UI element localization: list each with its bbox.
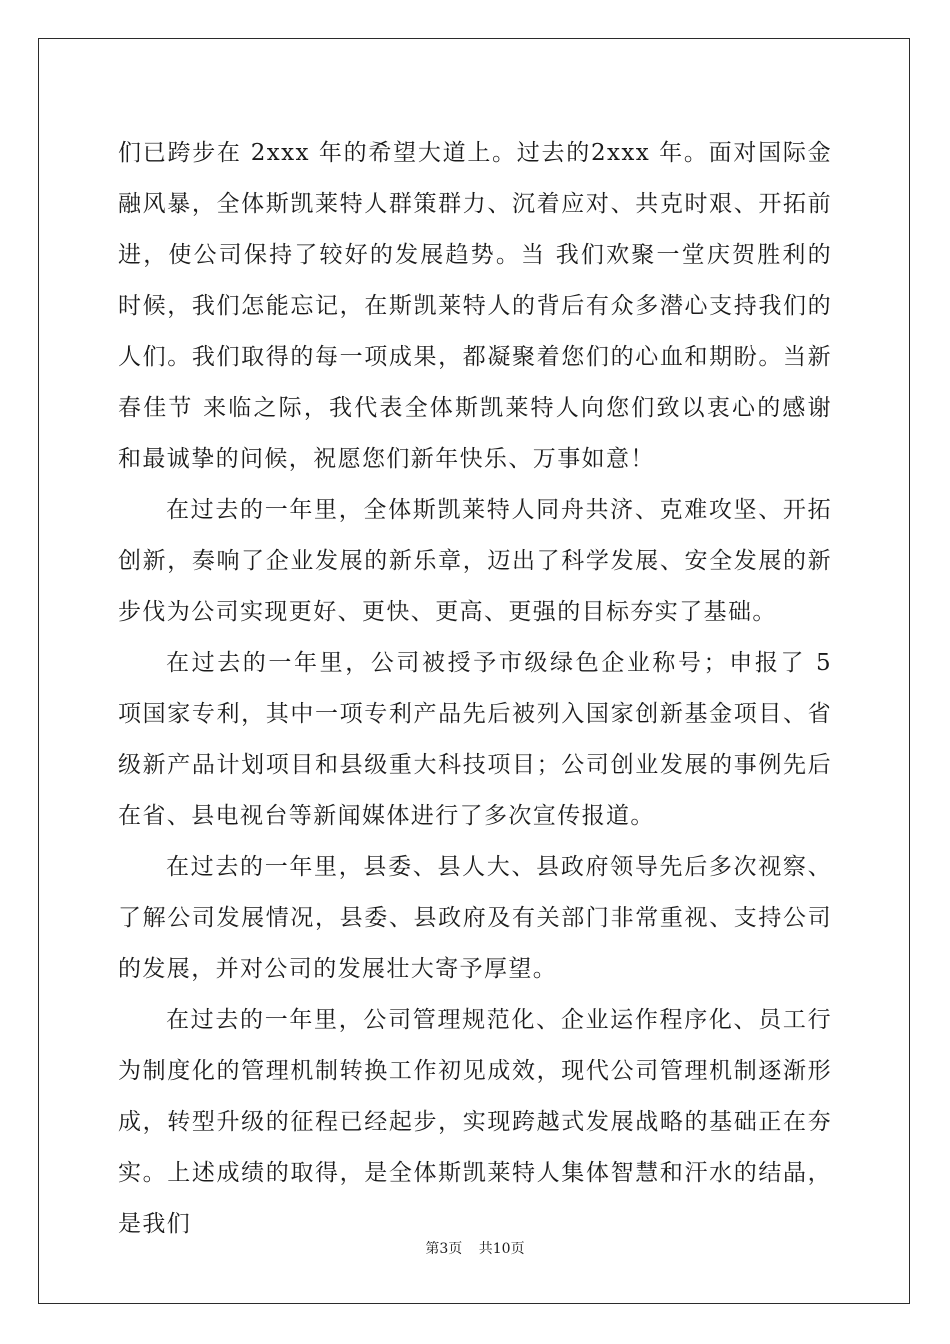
paragraph-2: 在过去的一年里，全体斯凯莱特人同舟共济、克难攻坚、开拓创新，奏响了企业发展的新乐章，迈出了科学发展、安全发展的新步伐为公司实现更好、更快、更高、更强的目标夯实了基础。 xyxy=(118,497,832,625)
page-footer xyxy=(0,1238,950,1258)
paragraph-3: 在过去的一年里，公司被授予市级绿色企业称号；申报了 5 项国家专利，其中一项专利产品先后被列入国家创新基金项目、省级新产品计划项目和县级重大科技项目；公司创业发展的事例先后在省、县电视台等新闻媒体进行了多次宣传报道。 xyxy=(118,650,832,829)
paragraph-4: 在过去的一年里，县委、县人大、县政府领导先后多次视察、了解公司发展情况，县委、县政府及有关部门非常重视、支持公司的发展，并对公司的发展壮大寄予厚望。 xyxy=(118,854,832,982)
document-body xyxy=(118,128,832,1250)
paragraph-1: 们已跨步在 2xxx 年的希望大道上。过去的2xxx 年。面对国际金融风暴，全体斯凯莱特人群策群力、沉着应对、共克时艰、开拓前进，使公司保持了较好的发展趋势。当 我们欢聚一堂庆贺胜利的时候，我们怎能忘记，在斯凯莱特人的背后有众多潜心支持我们的人们。我们取得的每一项成果，都凝聚着您们的心血和期盼。当新春佳节 来临之际，我代表全体斯凯莱特人向您们致以衷心的感谢和最诚挚的问候，祝愿您们新年快乐、万事如意！ xyxy=(118,140,832,472)
page-number-total: 共10页 xyxy=(478,1241,525,1257)
page-number-current: 第3页 xyxy=(425,1241,463,1257)
paragraph-5: 在过去的一年里，公司管理规范化、企业运作程序化、员工行为制度化的管理机制转换工作初见成效，现代公司管理机制逐渐形成，转型升级的征程已经起步，实现跨越式发展战略的基础正在夯实。上述成绩的取得，是全体斯凯莱特人集体智慧和汗水的结晶，是我们 xyxy=(118,1007,832,1237)
